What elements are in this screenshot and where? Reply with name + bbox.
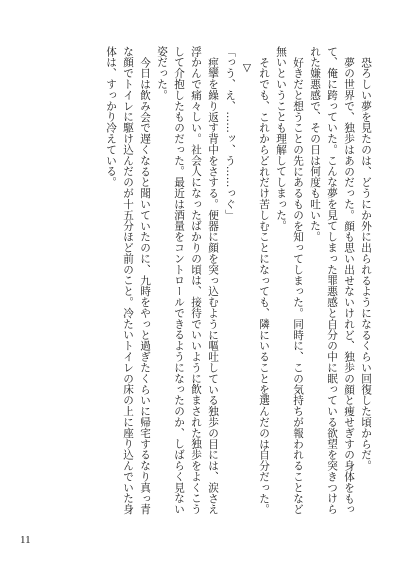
dialogue-line: 「っう、え、……ッ、う……っぐ」 — [224, 46, 236, 221]
paragraph-2: 夢の世界で、独歩はあのだった。顔も思い出せないけれど、独歩の顔と痩せぎすの身体をもって、俺に跨っていた。こんな夢を見てしまった罪悪感と自分の中に眠っている欲望を突きつけられた嫌悪感で、その日は何度も吐いた。 — [309, 46, 355, 515]
paragraph-6: 今日は飲み会で遅くなると聞いていたのに、九時をやっと過ぎたくらいに帰宅するなり真っ青な顔でトイレに駆け込んだのが十五分ほど前のこと。冷たいトイレの床の上に座り込んでいた身体は、すっかり冷えている。 — [105, 46, 151, 515]
paragraph-4: それでも、これからどれだけ苦しむことになっても、隣にいることを選んだのは自分だった。 — [258, 56, 270, 515]
paragraph-5: 痙攣を繰り返す背中をさする。便器に顔を突っ込むように嘔吐している独歩の目には、涙さえ浮かんで痛々しい。社会人になったばかりの頃は、接待でいいように飲まされた独歩をよくこうして介抱したものだった。最近は酒量をコントロールできるようになったのか、しばらく見ない姿だった。 — [156, 46, 219, 515]
page-number: 11 — [20, 534, 31, 546]
section-break-marker: ▽ — [241, 62, 253, 74]
vertical-text-body — [44, 46, 374, 516]
paragraph-3: 好きだと想うことの先にあるものを知ってしまった。同時に、この気持ちが報われることなど無いということも理解してしまった。 — [275, 46, 304, 515]
paragraph-1: 恐ろしい夢を見たのは、どうにか外に出られるようになるくらい回復した頃からだ。 — [360, 56, 372, 471]
